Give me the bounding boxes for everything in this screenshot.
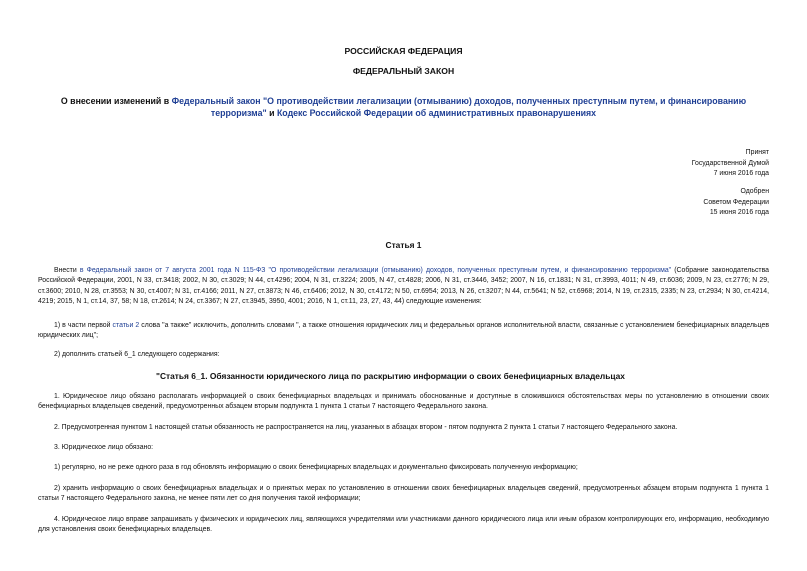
country-heading: РОССИЙСКАЯ ФЕДЕРАЦИЯ [344,46,463,56]
law-title-prefix: О внесении изменений в [60,96,172,106]
article-6-1-point-3-1: 1) регулярно, но не реже одного раза в год обновлять информацию о своих бенефициарных владельцах и документально фиксировать полученную информацию; [54,464,578,471]
adoption-line-1: Принят [745,149,769,156]
item1-prefix: 1) в части первой [54,322,113,329]
law-title [40,96,767,119]
adoption-block [692,148,769,180]
law-title-middle: и [266,107,277,118]
article-1-heading: Статья 1 [385,240,422,250]
intro-rest: (Собрание законодательства Российской Федерации, 2001, N 33, ст.3418; 2002, N 30, ст.3029; N 44, ст.4296; 2004, N 31, ст.3224; 2005, N 47, ст.4828; 2006, N 31, ст.3446, 3452; 2007, N 16, ст.1831; N 31, ст.3993, 4011; N 49, ст.6036; 2009, N 23, ст.2776; N 29, ст.3600; 2010, N 28, ст.3553; N 30, ст.4007; N 31, ст.4166; 2011, N 27, ст.3873; N 46, ст.6406; 2012, N 30, ст.4172; N 50, ст.6954; 2013, N 26, ст.3207; N 44, ст.5641; N 52, ст.6968; 2014, N 19, ст.2315, 2335; N 23, ст.2934; N 30, ст.4214, 4219; 2015, N 1, ст.14, 37, 58; N 18, ст.2614; N 24, ст.3367; N 27, ст.3945, 3950, 4001; 2016, N 1, ст.11, 23, 27, 43, 44) следующие изменения: [38,267,769,306]
approval-block [703,187,769,219]
approval-line-3: 15 июня 2016 года [709,209,769,217]
article-1-item-1 [38,321,769,342]
article-6-1-point-4: 4. Юридическое лицо вправе запрашивать у физических и юридических лиц, являющихся учредителями или участниками данного юридического лица или иным образом контролирующих его, информацию, необходимую для установления своих бенефициарных владельцев. [38,516,769,534]
article-6-1-point-3-2: 2) хранить информацию о своих бенефициарных владельцах и о принятых мерах по установлению в отношении своих бенефициарных владельцев сведений, предусмотренных абзацем вторым подпункта 1 пункта 1 статьи 7 настоящего Федерального закона, не менее пяти лет со дня получения такой информации; [38,485,769,503]
article-6-1-point-2: 2. Предусмотренная пунктом 1 настоящей статьи обязанность не распространяется на лиц, указанных в абзацах втором - пятом подпункта 2 пункта 1 статьи 7 настоящего Федерального закона. [54,424,678,431]
intro-law-link[interactable]: в Федеральный закон от 7 августа 2001 года N 115-ФЗ "О противодействии легализации (отмыванию) доходов, полученных преступным путем, и финансированию терроризма" [79,267,672,274]
article-6-1-heading: "Статья 6_1. Обязанности юридического лица по раскрытию информации о своих бенефициарных владельцах [156,371,625,381]
law-title-link-aml[interactable]: Федеральный закон "О противодействии легализации (отмыванию) доходов, полученных преступным путем, и финансированию терроризма" [171,96,747,118]
article-6-1-point-1: 1. Юридическое лицо обязано располагать информацией о своих бенефициарных владельцах и принимать обоснованные и доступные в сложившихся обстоятельствах меры по установлению в отношении своих бенефициарных владельцев сведений, предусмотренных абзацем вторым подпункта 1 пункта 1 статьи 7 настоящего Федерального закона. [38,393,769,411]
intro-prefix: Внести [54,267,80,274]
article-6-1-point-3: 3. Юридическое лицо обязано: [54,444,154,451]
article-1-item-2: 2) дополнить статьей 6_1 следующего содержания: [54,351,220,358]
law-type-heading: ФЕДЕРАЛЬНЫЙ ЗАКОН [352,66,455,76]
item1-rest: слова "а также" исключить, дополнить словами ", а также отношения юридических лиц и федеральных органов исполнительной власти, связанные с установлением бенефициарных владельцев юридических лиц"; [38,322,769,340]
approval-line-1: Одобрен [740,188,769,195]
law-title-link-koap[interactable]: Кодекс Российской Федерации об административных правонарушениях [276,107,597,118]
item1-article-link[interactable]: статьи 2 [112,322,140,329]
adoption-line-3: 7 июня 2016 года [713,170,769,178]
article-1-intro [38,266,769,308]
adoption-line-2: Государственной Думой [691,159,769,167]
approval-line-2: Советом Федерации [703,198,769,206]
